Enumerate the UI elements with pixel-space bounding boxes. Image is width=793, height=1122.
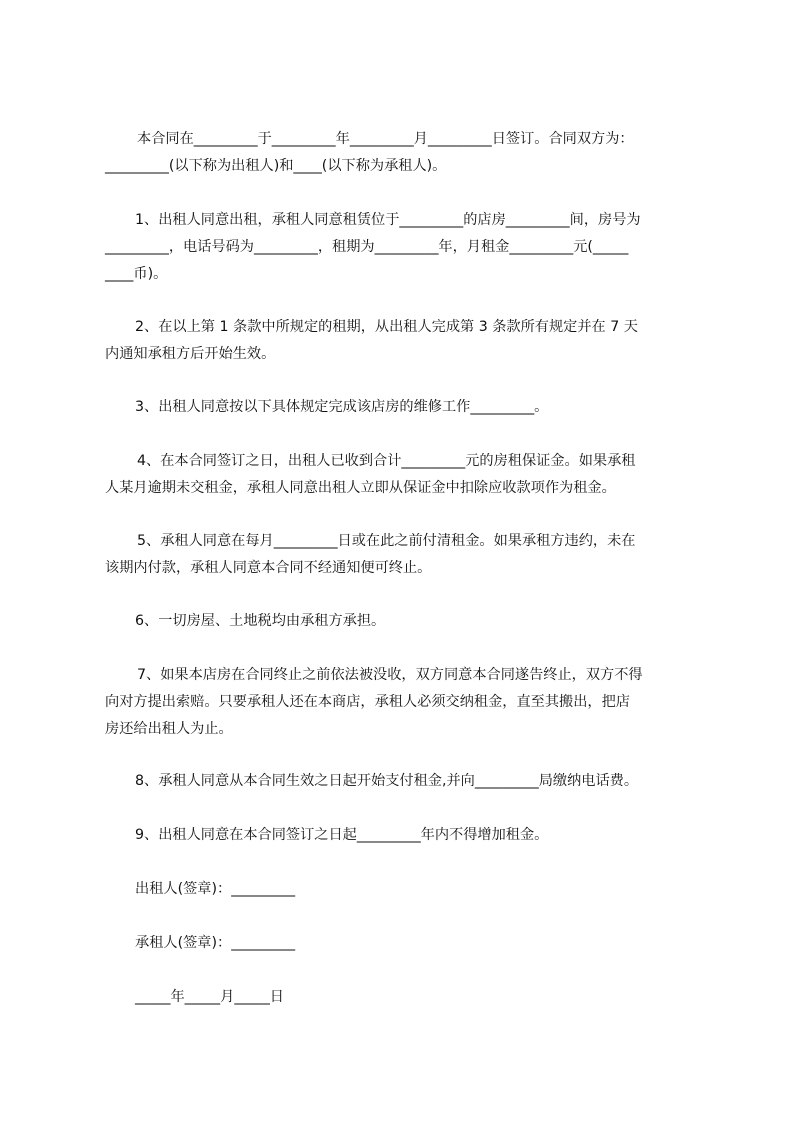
clause-7-line-1: 7、如果本店房在合同终止之前依法被没收，双方同意本合同遂告终止，双方不得 xyxy=(137,667,643,683)
clause-7 xyxy=(105,662,705,743)
clause-7-line-2: 向对方提出索赔。只要承租人还在本商店，承租人必须交纳租金，直至其搬出，把店 xyxy=(105,694,630,710)
clause-4-line-2: 人某月逾期未交租金，承租人同意出租人立即从保证金中扣除应收款项作为租金。 xyxy=(105,480,616,496)
lessor-signature-line: 出租人(签章)：_________ xyxy=(135,881,296,897)
clause-1-line-2: _________，电话号码为_________，租期为_________年，月租金_________元(_____ xyxy=(105,239,629,255)
clause-5 xyxy=(105,528,705,582)
clause-6 xyxy=(105,608,705,635)
clause-3-line-1: 3、出租人同意按以下具体规定完成该店房的维修工作_________。 xyxy=(135,399,549,415)
clause-1-line-3: ____币)。 xyxy=(105,266,168,282)
clause-6-line-1: 6、一切房屋、土地税均由承租方承担。 xyxy=(135,613,386,629)
clause-8 xyxy=(105,768,705,795)
intro-line-1: 本合同在_________于_________年_________月_________日签订。合同双方为： xyxy=(137,131,634,147)
clause-4 xyxy=(105,448,705,502)
signing-date xyxy=(105,984,705,1011)
clause-3 xyxy=(105,394,705,421)
clause-2 xyxy=(105,314,705,368)
clause-2-line-2: 内通知承租方后开始生效。 xyxy=(105,346,276,362)
clause-8-line-1: 8、承租人同意从本合同生效之日起开始支付租金,并向_________局缴纳电话费。 xyxy=(135,773,639,789)
clause-1 xyxy=(105,207,705,288)
intro-paragraph xyxy=(105,126,705,180)
clause-7-line-3: 房还给出租人为止。 xyxy=(105,721,233,737)
clause-9-line-1: 9、出租人同意在本合同签订之日起_________年内不得增加租金。 xyxy=(135,827,549,843)
lessee-signature xyxy=(105,930,705,957)
clause-5-line-2: 该期内付款，承租人同意本合同不经通知便可终止。 xyxy=(105,560,432,576)
clause-4-line-1: 4、在本合同签订之日，出租人已收到合计_________元的房租保证金。如果承租 xyxy=(137,453,636,469)
clause-5-line-1: 5、承租人同意在每月_________日或在此之前付清租金。如果承租方违约，未在 xyxy=(137,533,636,549)
signing-date-line: _____年_____月_____日 xyxy=(135,989,284,1005)
clause-9 xyxy=(105,822,705,849)
clause-2-line-1: 2、在以上第 1 条款中所规定的租期，从出租人完成第 3 条款所有规定并在 7 天 xyxy=(135,319,638,335)
intro-line-2: _________(以下称为出租人)和____(以下称为承租人)。 xyxy=(105,158,447,174)
clause-1-line-1: 1、出租人同意出租，承租人同意租赁位于_________的店房_________间，房号为 xyxy=(135,212,641,228)
lessor-signature xyxy=(105,876,705,903)
lessee-signature-line: 承租人(签章)：_________ xyxy=(135,935,296,951)
